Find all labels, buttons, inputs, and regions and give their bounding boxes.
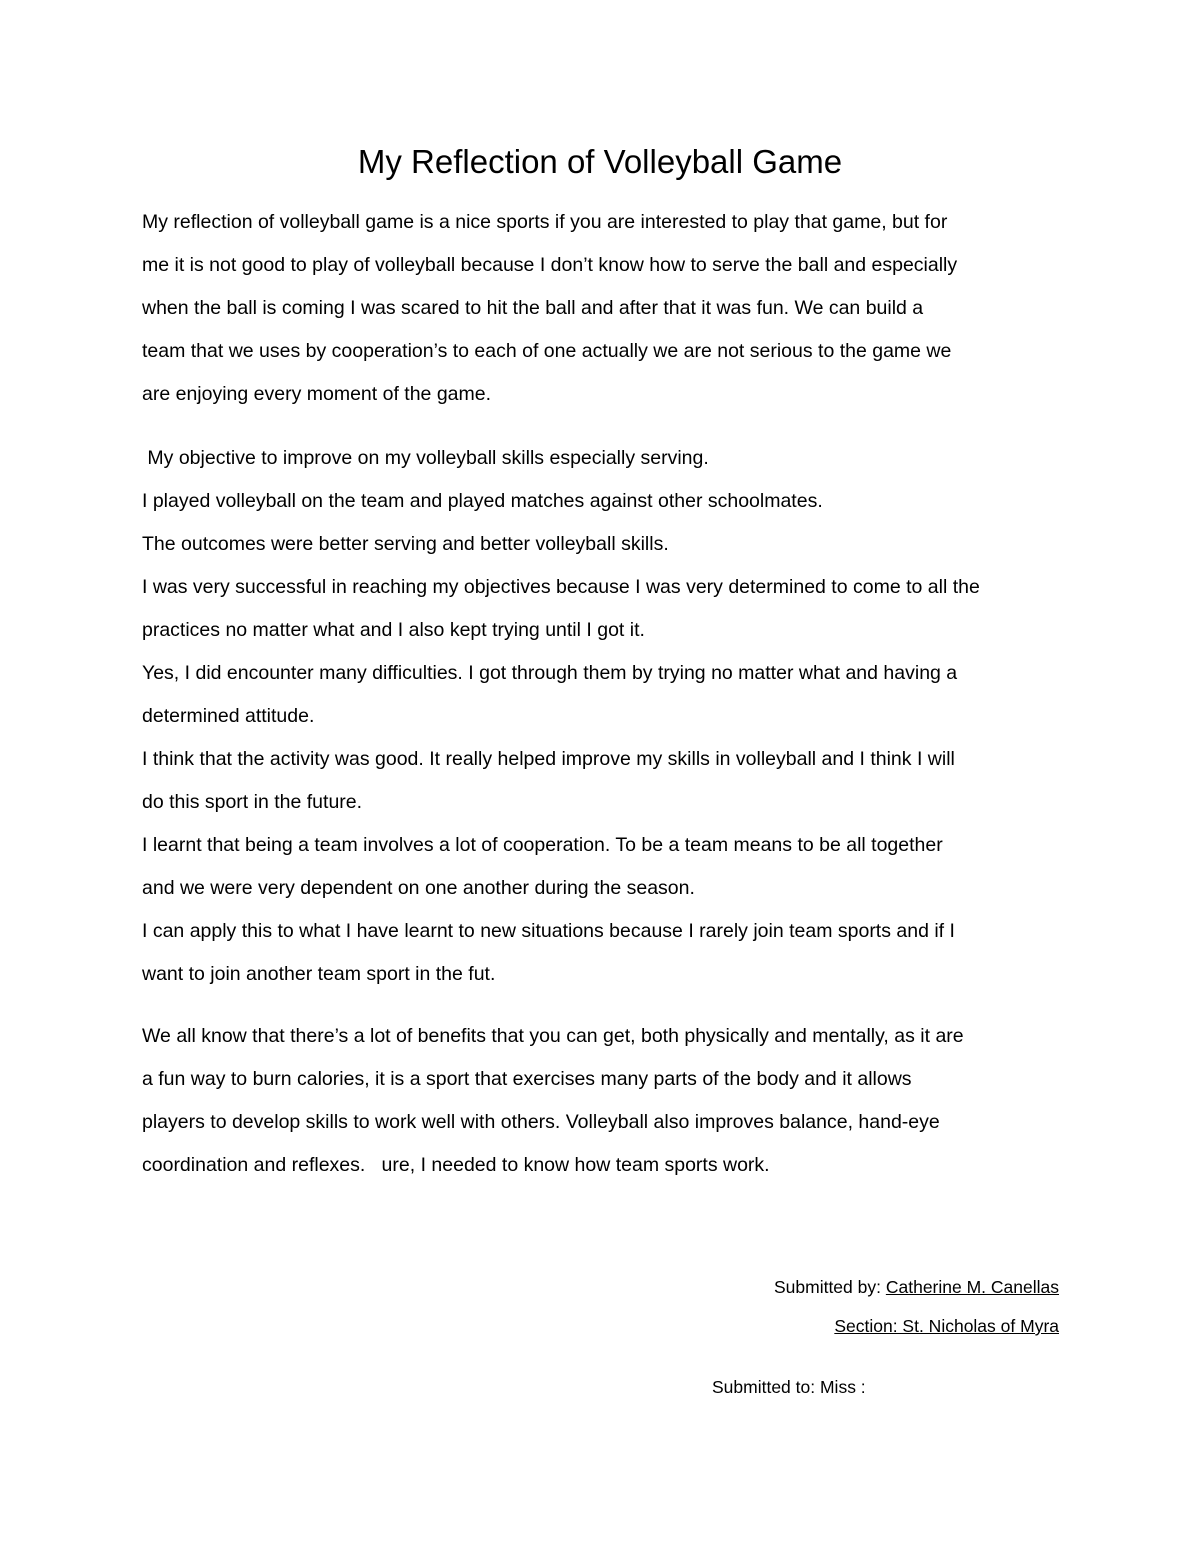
paragraph-line: a fun way to burn calories, it is a sport that exercises many parts of the body and it allows [142, 1068, 912, 1090]
paragraph-line: I played volleyball on the team and played matches against other schoolmates. [142, 490, 823, 512]
submitted-by-label: Submitted by: [773, 1277, 886, 1297]
paragraph-line: determined attitude. [142, 705, 315, 727]
paragraph-line: are enjoying every moment of the game. [142, 383, 492, 405]
paragraph-line: practices no matter what and I also kept trying until I got it. [142, 619, 645, 641]
paragraph-line: coordination and reflexes. ure, I needed to know how team sports work. [142, 1154, 770, 1176]
paragraph-line: me it is not good to play of volleyball because I don’t know how to serve the ball and especially [142, 254, 958, 276]
paragraph-line: I can apply this to what I have learnt to new situations because I rarely join team sports and if I [142, 920, 955, 942]
submitted-to: Submitted to: Miss : [712, 1377, 866, 1397]
section-line: Section: St. Nicholas of Myra [834, 1316, 1059, 1336]
paragraph-line: team that we uses by cooperation’s to each of one actually we are not serious to the game we [142, 340, 952, 362]
paragraph-line: I learnt that being a team involves a lot of cooperation. To be a team means to be all together [142, 834, 943, 856]
paragraph-benefits [142, 1015, 1072, 1187]
paragraph-line: I think that the activity was good. It really helped improve my skills in volleyball and I think I will [142, 748, 955, 770]
paragraph-line: players to develop skills to work well with others. Volleyball also improves balance, hand-eye [142, 1111, 940, 1133]
paragraph-line: Yes, I did encounter many difficulties. I got through them by trying no matter what and having a [142, 662, 958, 684]
paragraph-line: My reflection of volleyball game is a nice sports if you are interested to play that game, but for [142, 211, 948, 233]
submitted-by-name: Catherine M. Canellas [885, 1277, 1059, 1297]
paragraph-objectives [142, 437, 1072, 996]
paragraph-line: My objective to improve on my volleyball skills especially serving. [142, 447, 709, 469]
document-title: My Reflection of Volleyball Game [357, 143, 843, 180]
paragraph-line: do this sport in the future. [142, 791, 363, 813]
paragraph-line: The outcomes were better serving and better volleyball skills. [142, 533, 669, 555]
paragraph-line: I was very successful in reaching my objectives because I was very determined to come to all the [142, 576, 980, 598]
paragraph-line: want to join another team sport in the fut. [142, 963, 496, 985]
paragraph-reflection [142, 201, 1072, 416]
submitted-by [774, 1275, 1059, 1299]
paragraph-line: and we were very dependent on one another during the season. [142, 877, 695, 899]
paragraph-line: We all know that there’s a lot of benefits that you can get, both physically and mentally, as it are [142, 1025, 964, 1047]
paragraph-line: when the ball is coming I was scared to hit the ball and after that it was fun. We can build a [142, 297, 924, 319]
